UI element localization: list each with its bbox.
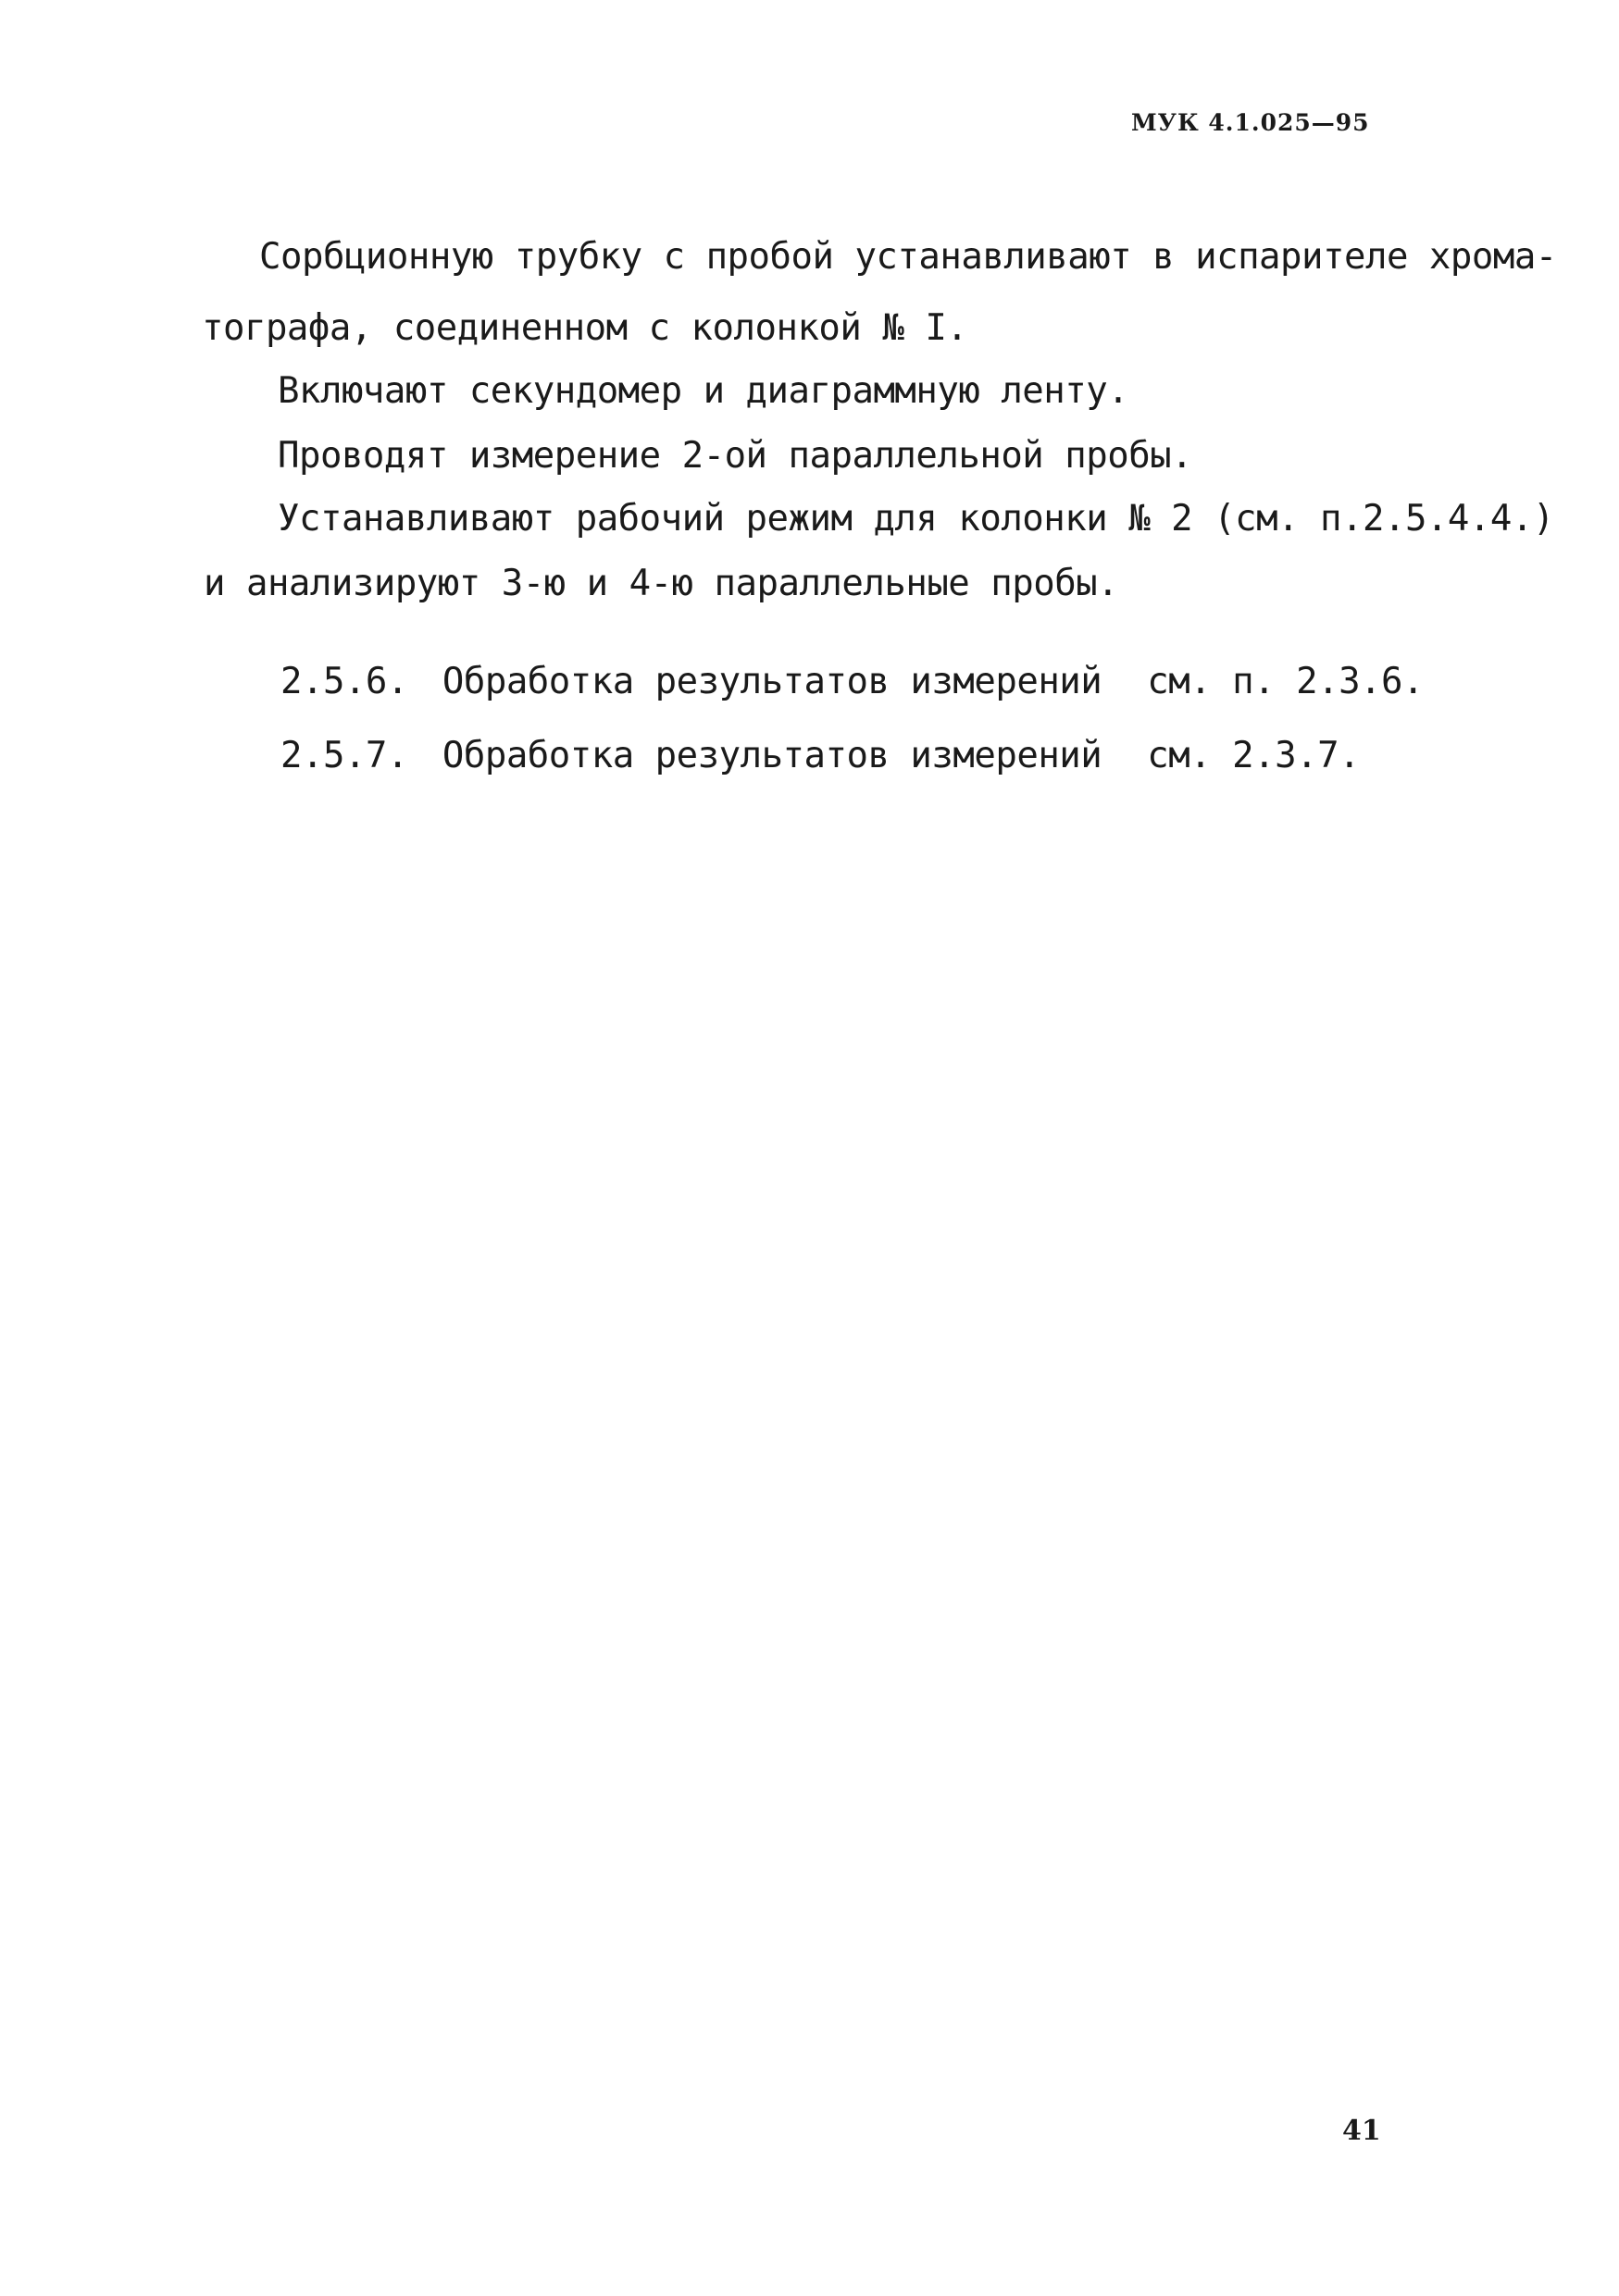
section-title: Обработка результатов измерений bbox=[442, 661, 1102, 702]
section-reference: см. п. 2.3.6. bbox=[1147, 661, 1424, 702]
paragraph-1-line-2: тографа, соединенном с колонкой № I. bbox=[202, 307, 968, 349]
paragraph-4-line-1: Устанавливают рабочий режим для колонки № 2 (см. п.2.5.4.4.) bbox=[278, 498, 1554, 540]
paragraph-2: Включают секундомер и диаграммную ленту. bbox=[278, 370, 1129, 412]
paragraph-1-line-1: Сорбционную трубку с пробой устанавливают в испарителе хрома- bbox=[259, 236, 1557, 278]
section-reference: см. 2.3.7. bbox=[1147, 735, 1361, 776]
document-code: МУК 4.1.025—95 bbox=[1131, 109, 1370, 136]
paragraph-4-line-2: и анализируют 3-ю и 4-ю параллельные пробы. bbox=[204, 563, 1119, 604]
page-number: 41 bbox=[1342, 2115, 1381, 2147]
section-2-5-7 bbox=[280, 735, 1361, 776]
section-number: 2.5.7. bbox=[280, 735, 408, 776]
section-2-5-6 bbox=[280, 661, 1424, 702]
section-title: Обработка результатов измерений bbox=[442, 735, 1102, 776]
paragraph-3: Проводят измерение 2-ой параллельной пробы. bbox=[278, 435, 1193, 477]
section-number: 2.5.6. bbox=[280, 661, 408, 702]
